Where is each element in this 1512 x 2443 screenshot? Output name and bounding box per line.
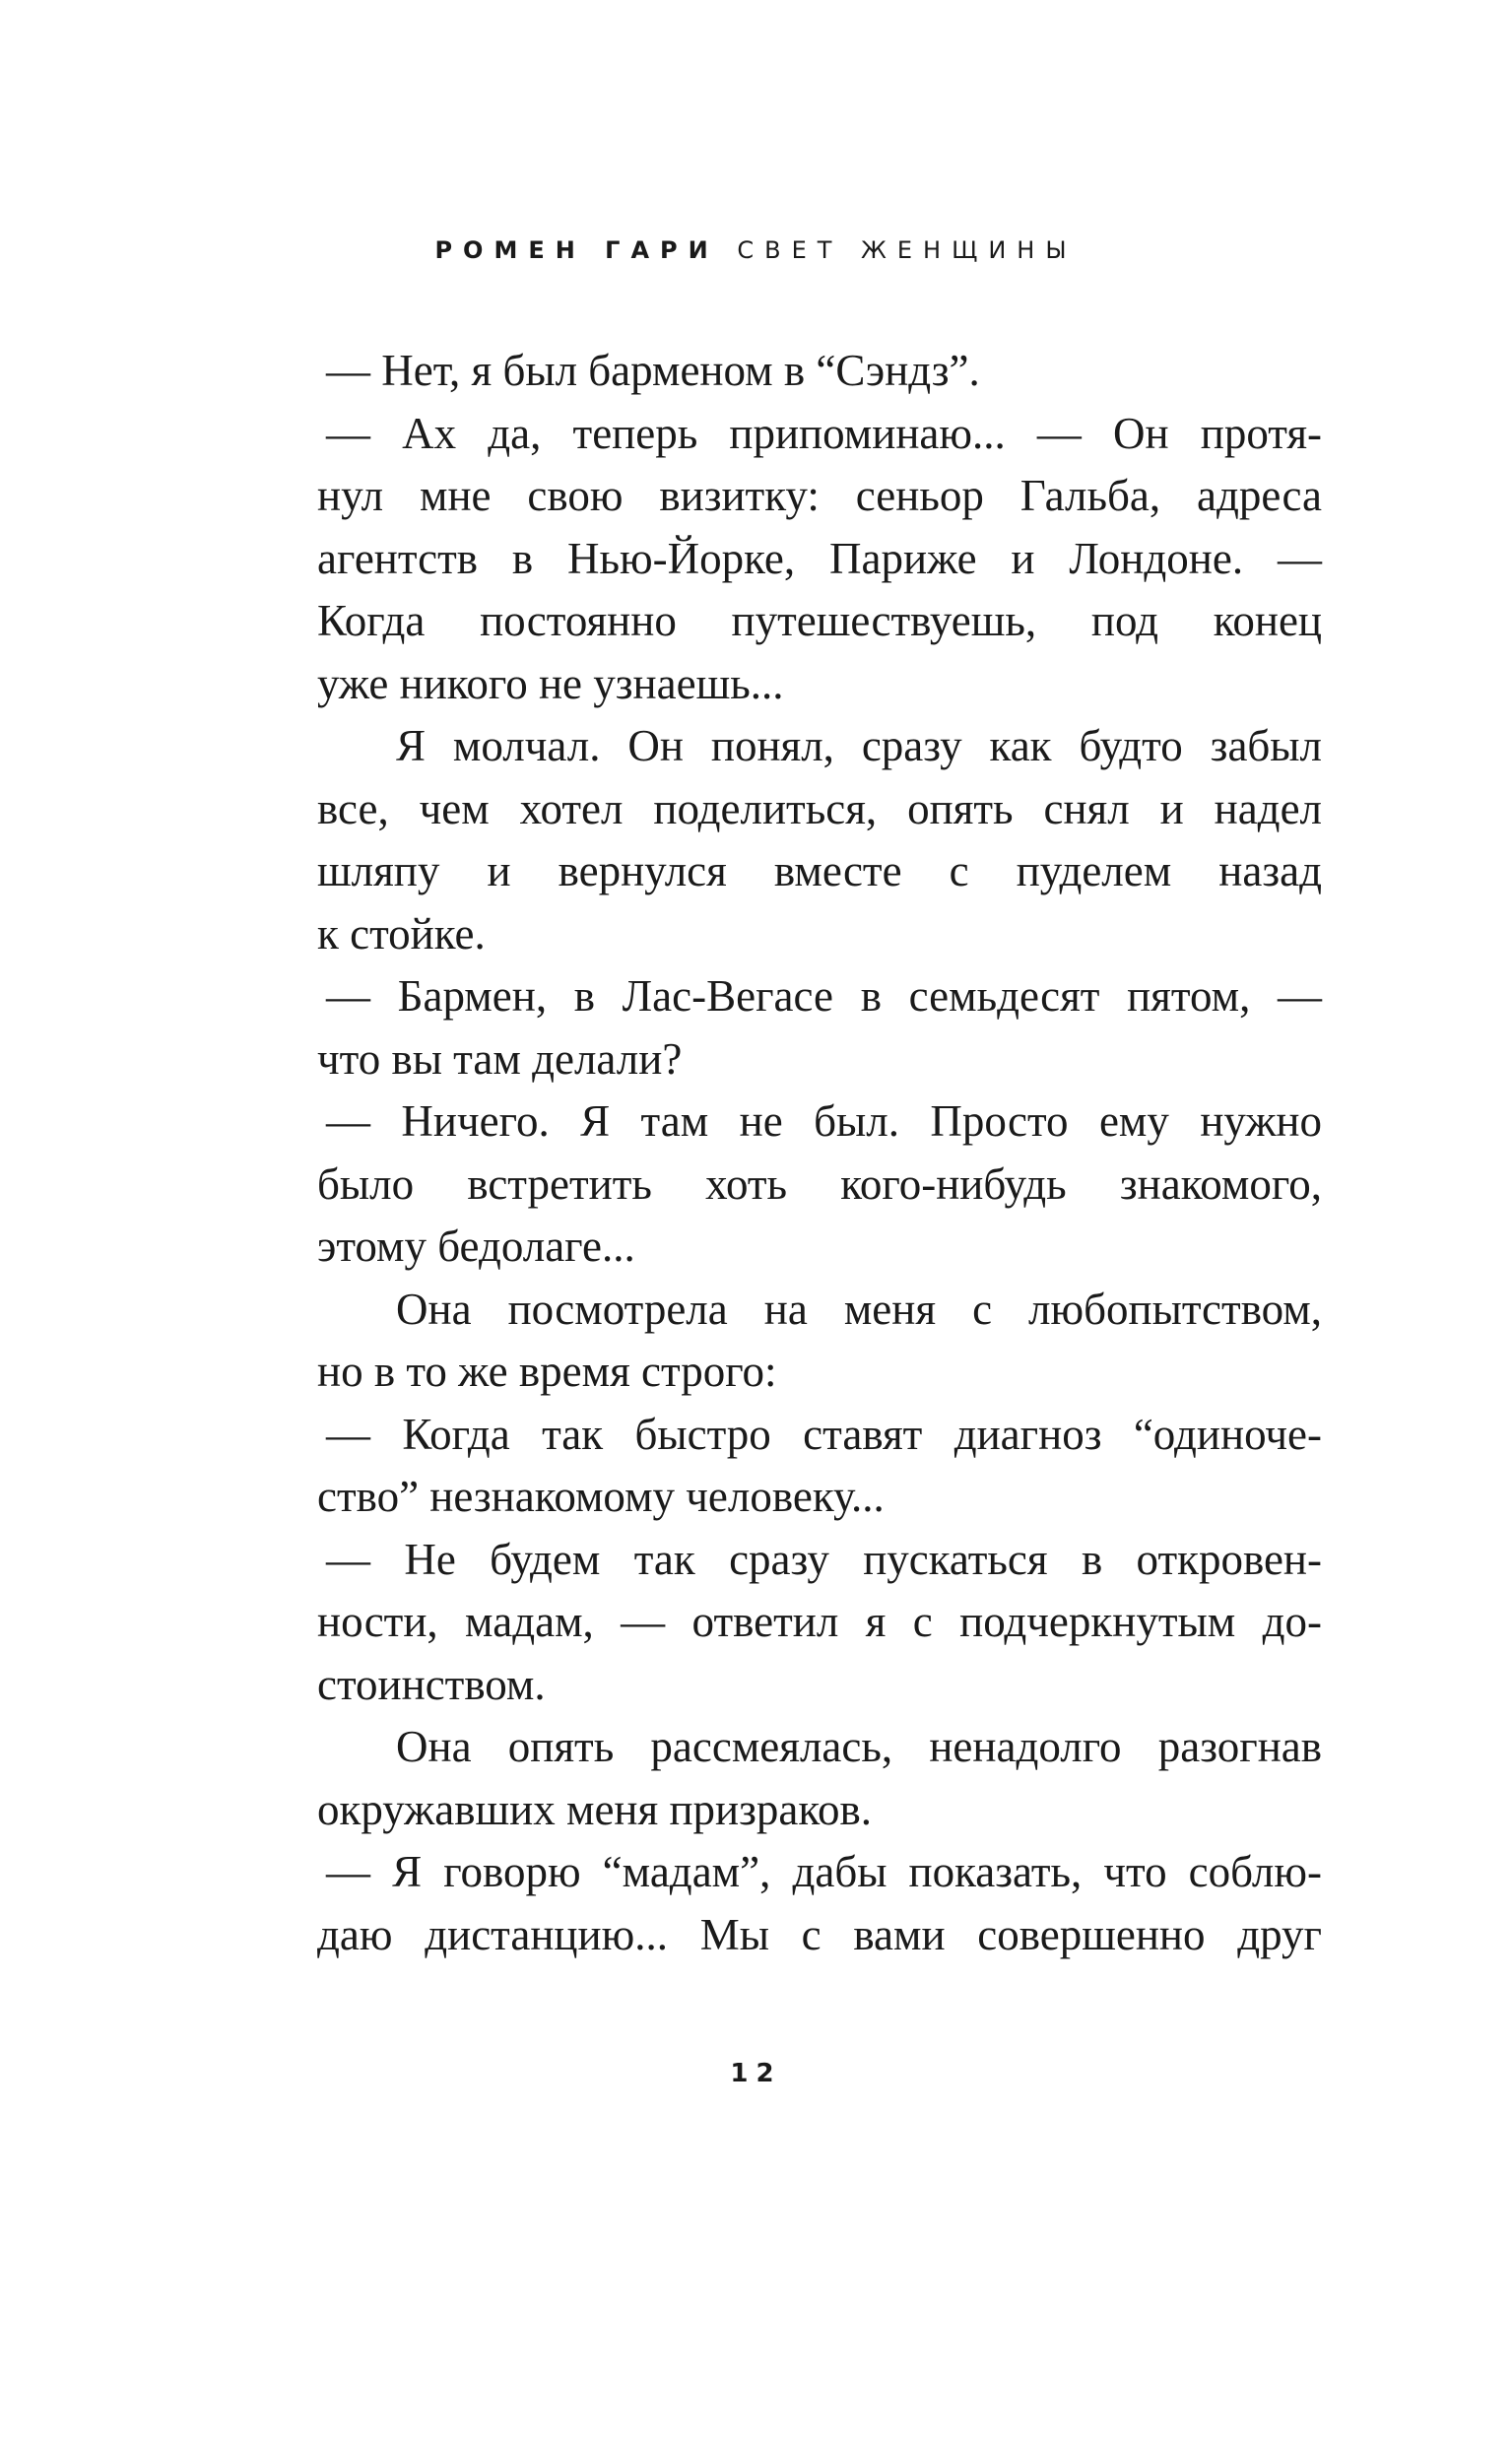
text-line: даю дистанцию... Мы с вами совершенно друг: [317, 1909, 1322, 1959]
page-number: 12: [730, 2059, 782, 2088]
text-line: агентств в Нью-Йорке, Париже и Лондоне. —: [317, 533, 1322, 583]
text-line: нул мне свою визитку: сеньор Гальба, адреса: [317, 471, 1322, 520]
text-line: ство” незнакомому человеку...: [317, 1472, 885, 1521]
text-line: ности, мадам, — ответил я с подчеркнутым до-: [317, 1597, 1322, 1646]
text-line: — Ах да, теперь припоминаю... — Он протя-: [326, 408, 1322, 458]
text-line: что вы там делали?: [317, 1033, 683, 1084]
text-line: — Когда так быстро ставят диагноз “одиноче-: [326, 1409, 1322, 1459]
text-line: Она опять рассмеялась, ненадолго разогнав: [396, 1722, 1322, 1771]
text-line: — Бармен, в Лас-Вегасе в семьдесят пятом, —: [326, 971, 1322, 1021]
text-line: — Я говорю “мадам”, дабы показать, что соблю-: [326, 1847, 1322, 1896]
text-line: окружавших меня призраков.: [317, 1784, 872, 1834]
running-head-author: РОМЕН ГАРИ: [434, 236, 719, 264]
text-line: — Ничего. Я там не был. Просто ему нужно: [326, 1096, 1322, 1146]
text-line: Она посмотрела на меня с любопытством,: [396, 1284, 1322, 1334]
running-head-title: СВЕТ ЖЕНЩИНЫ: [737, 236, 1078, 264]
text-line: к стойке.: [317, 908, 486, 958]
text-line: стоинством.: [317, 1659, 546, 1709]
body-text: [317, 340, 1322, 1966]
text-line: этому бедолаге...: [317, 1222, 635, 1271]
text-line: уже никого не узнаешь...: [317, 658, 784, 708]
running-head: [0, 236, 1512, 264]
text-line: было встретить хоть кого-нибудь знакомого,: [317, 1158, 1322, 1209]
text-line: Когда постоянно путешествуешь, под конец: [317, 596, 1322, 645]
text-line: Я молчал. Он понял, сразу как будто забыл: [396, 721, 1322, 770]
text-line: — Не будем так сразу пускаться в откровен-: [326, 1534, 1322, 1584]
text-line: — Нет, я был барменом в “Сэндз”.: [326, 346, 980, 395]
text-line: все, чем хотел поделиться, опять снял и надел: [317, 783, 1322, 833]
text-line: но в то же время строго:: [317, 1347, 777, 1396]
text-line: шляпу и вернулся вместе с пуделем назад: [317, 846, 1322, 895]
